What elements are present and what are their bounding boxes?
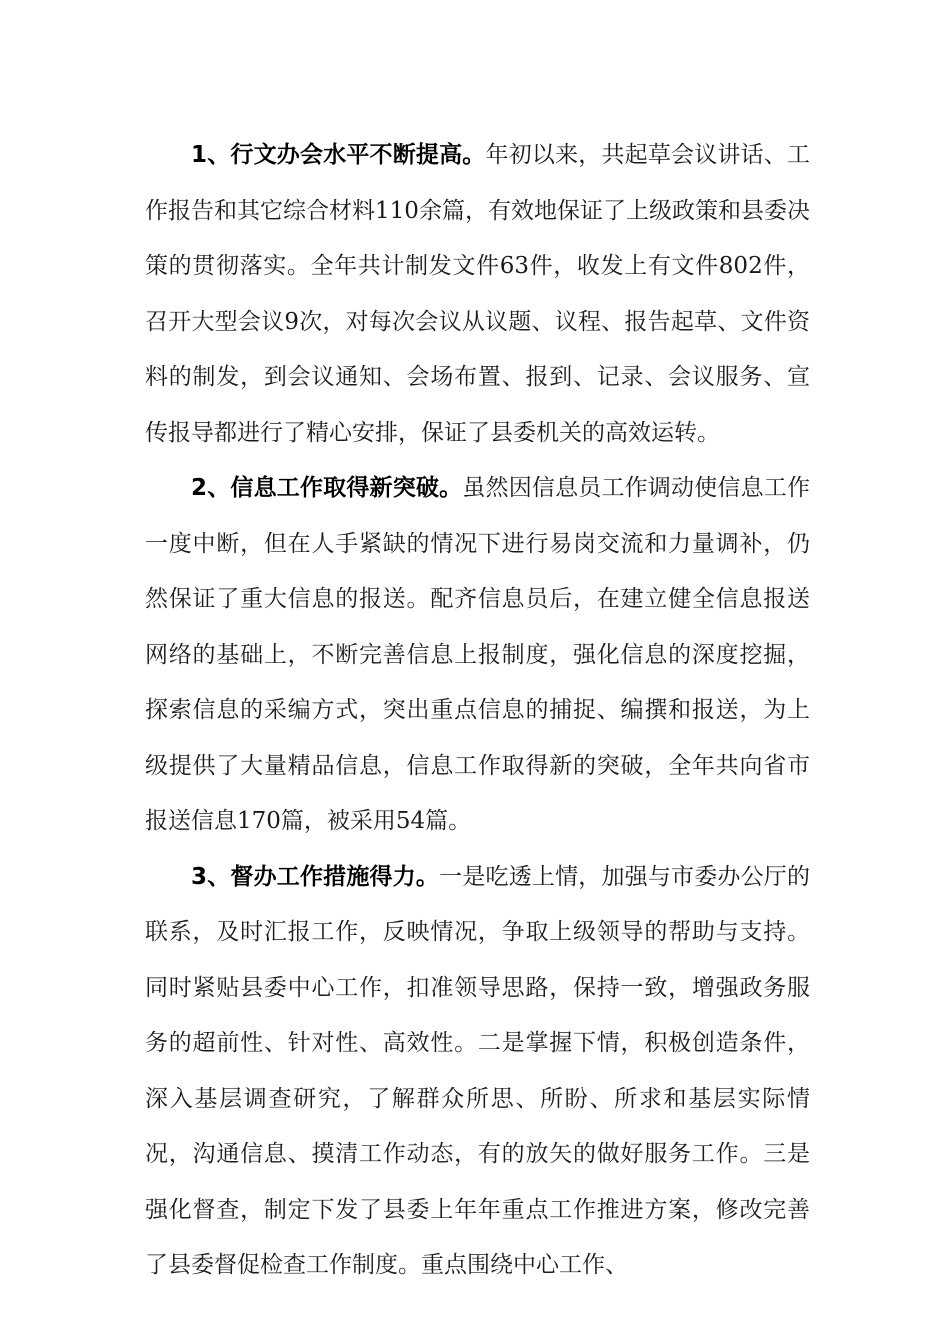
document-page xyxy=(145,128,810,1294)
section-2-heading: 2、信息工作取得新突破。 xyxy=(191,475,463,501)
section-3-heading: 3、督办工作措施得力。 xyxy=(191,863,440,890)
section-2-body: 虽然因信息员工作调动使信息工作一度中断，但在人手紧缺的情况下进行易岗交流和力量调补，仍然保证了重大信息的报送。配齐信息员后，在建立健全信息报送网络的基础上，不断完善信息上报制度，强化信息的深度挖掘，探索信息的采编方式，突出重点信息的捕捉、编撰和报送，为上级提供了大量精品信息，信息工作取得新的突破，全年共向省市报送信息170篇，被采用54篇。 xyxy=(145,475,810,834)
section-2-paragraph xyxy=(145,461,810,850)
section-1-body: 年初以来，共起草会议讲话、工作报告和其它综合材料110余篇，有效地保证了上级政策和县委决策的贯彻落实。全年共计制发文件63件，收发上有文件802件，召开大型会议9次，对每次会议从议题、议程、报告起草、文件资料的制发，到会议通知、会场布置、报到、记录、会议服务、宣传报导都进行了精心安排，保证了县委机关的高效运转。 xyxy=(145,142,810,446)
section-1-heading: 1、行文办会水平不断提高。 xyxy=(191,142,486,168)
section-3-paragraph xyxy=(145,850,810,1294)
section-1-paragraph xyxy=(145,128,810,461)
section-3-body: 一是吃透上情，加强与市委办公厅的联系，及时汇报工作，反映情况，争取上级领导的帮助与支持。同时紧贴县委中心工作，扣准领导思路，保持一致，增强政务服务的超前性、针对性、高效性。二是掌握下情，积极创造条件，深入基层调查研究，了解群众所思、所盼、所求和基层实际情况，沟通信息、摸清工作动态，有的放矢的做好服务工作。三是强化督查，制定下发了县委上年年重点工作推进方案，修改完善了县委督促检查工作制度。重点围绕中心工作、 xyxy=(145,863,811,1278)
